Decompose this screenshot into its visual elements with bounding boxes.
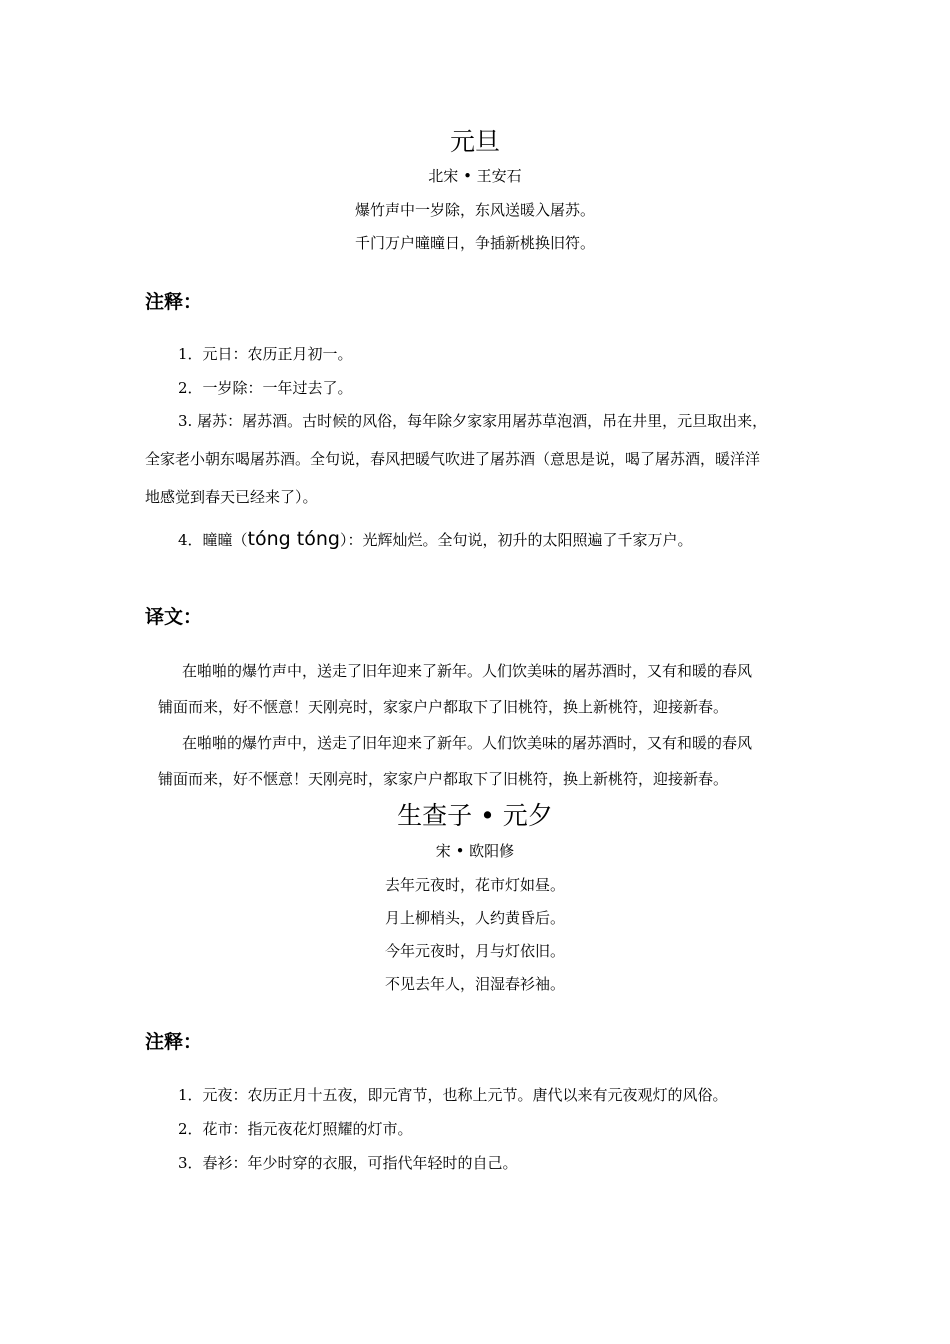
- poem1-note: 1．元日：农历正月初一。: [178, 345, 353, 363]
- poem1-line: 爆竹声中一岁除，东风送暖入屠苏。: [354, 201, 595, 219]
- note4-pinyin: tóng tóng: [247, 528, 340, 550]
- poem1-note-continuation: 地感觉到春天已经来了）。: [145, 488, 318, 506]
- poem2-note: 3．春衫：年少时穿的衣服，可指代年轻时的自己。: [178, 1154, 518, 1172]
- poem2-author: 宋 • 欧阳修: [435, 842, 515, 860]
- translation-line: 铺面而来，好不惬意！天刚亮时，家家户户都取下了旧桃符，换上新桃符，迎接新春。: [158, 698, 729, 716]
- poem2-title: 生查子 • 元夕: [397, 801, 553, 830]
- poem1-note: 3. 屠苏：屠苏酒。古时候的风俗，每年除夕家家用屠苏草泡酒，吊在井里，元旦取出来，: [178, 412, 768, 430]
- poem1-note: 2．一岁除：一年过去了。: [178, 379, 353, 397]
- poem1-note-continuation: 全家老小朝东喝屠苏酒。全句说，春风把暖气吹进了屠苏酒（意思是说，喝了屠苏酒，暖洋洋: [145, 450, 761, 468]
- poem1-author: 北宋 • 王安石: [428, 167, 522, 185]
- note4-suffix: ）：光辉灿烂。全句说，初升的太阳照遍了千家万户。: [339, 531, 693, 549]
- poem1-note-4: [178, 528, 692, 550]
- poem2-line: 今年元夜时，月与灯依旧。: [384, 942, 565, 960]
- poem2-notes-heading: 注释：: [145, 1031, 203, 1053]
- poem1-notes-heading: 注释：: [145, 291, 203, 313]
- poem1-title: 元旦: [449, 127, 500, 156]
- poem1-translation-heading: 译文：: [145, 606, 203, 628]
- poem2-line: 月上柳梢头，人约黄昏后。: [384, 909, 565, 927]
- poem2-note: 2．花市：指元夜花灯照耀的灯市。: [178, 1120, 413, 1138]
- translation-line: 铺面而来，好不惬意！天刚亮时，家家户户都取下了旧桃符，换上新桃符，迎接新春。: [158, 770, 729, 788]
- translation-line: 在啪啪的爆竹声中，送走了旧年迎来了新年。人们饮美味的屠苏酒时，又有和暖的春风: [182, 662, 753, 680]
- poem2-note: 1．元夜：农历正月十五夜，即元宵节，也称上元节。唐代以来有元夜观灯的风俗。: [178, 1086, 728, 1104]
- poem1-line: 千门万户曈曈日，争插新桃换旧符。: [354, 234, 595, 252]
- poem2-line: 去年元夜时，花市灯如昼。: [384, 876, 565, 894]
- note4-prefix: 4．曈曈（: [178, 531, 248, 549]
- translation-line: 在啪啪的爆竹声中，送走了旧年迎来了新年。人们饮美味的屠苏酒时，又有和暖的春风: [182, 734, 753, 752]
- poem2-line: 不见去年人，泪湿春衫袖。: [384, 975, 565, 993]
